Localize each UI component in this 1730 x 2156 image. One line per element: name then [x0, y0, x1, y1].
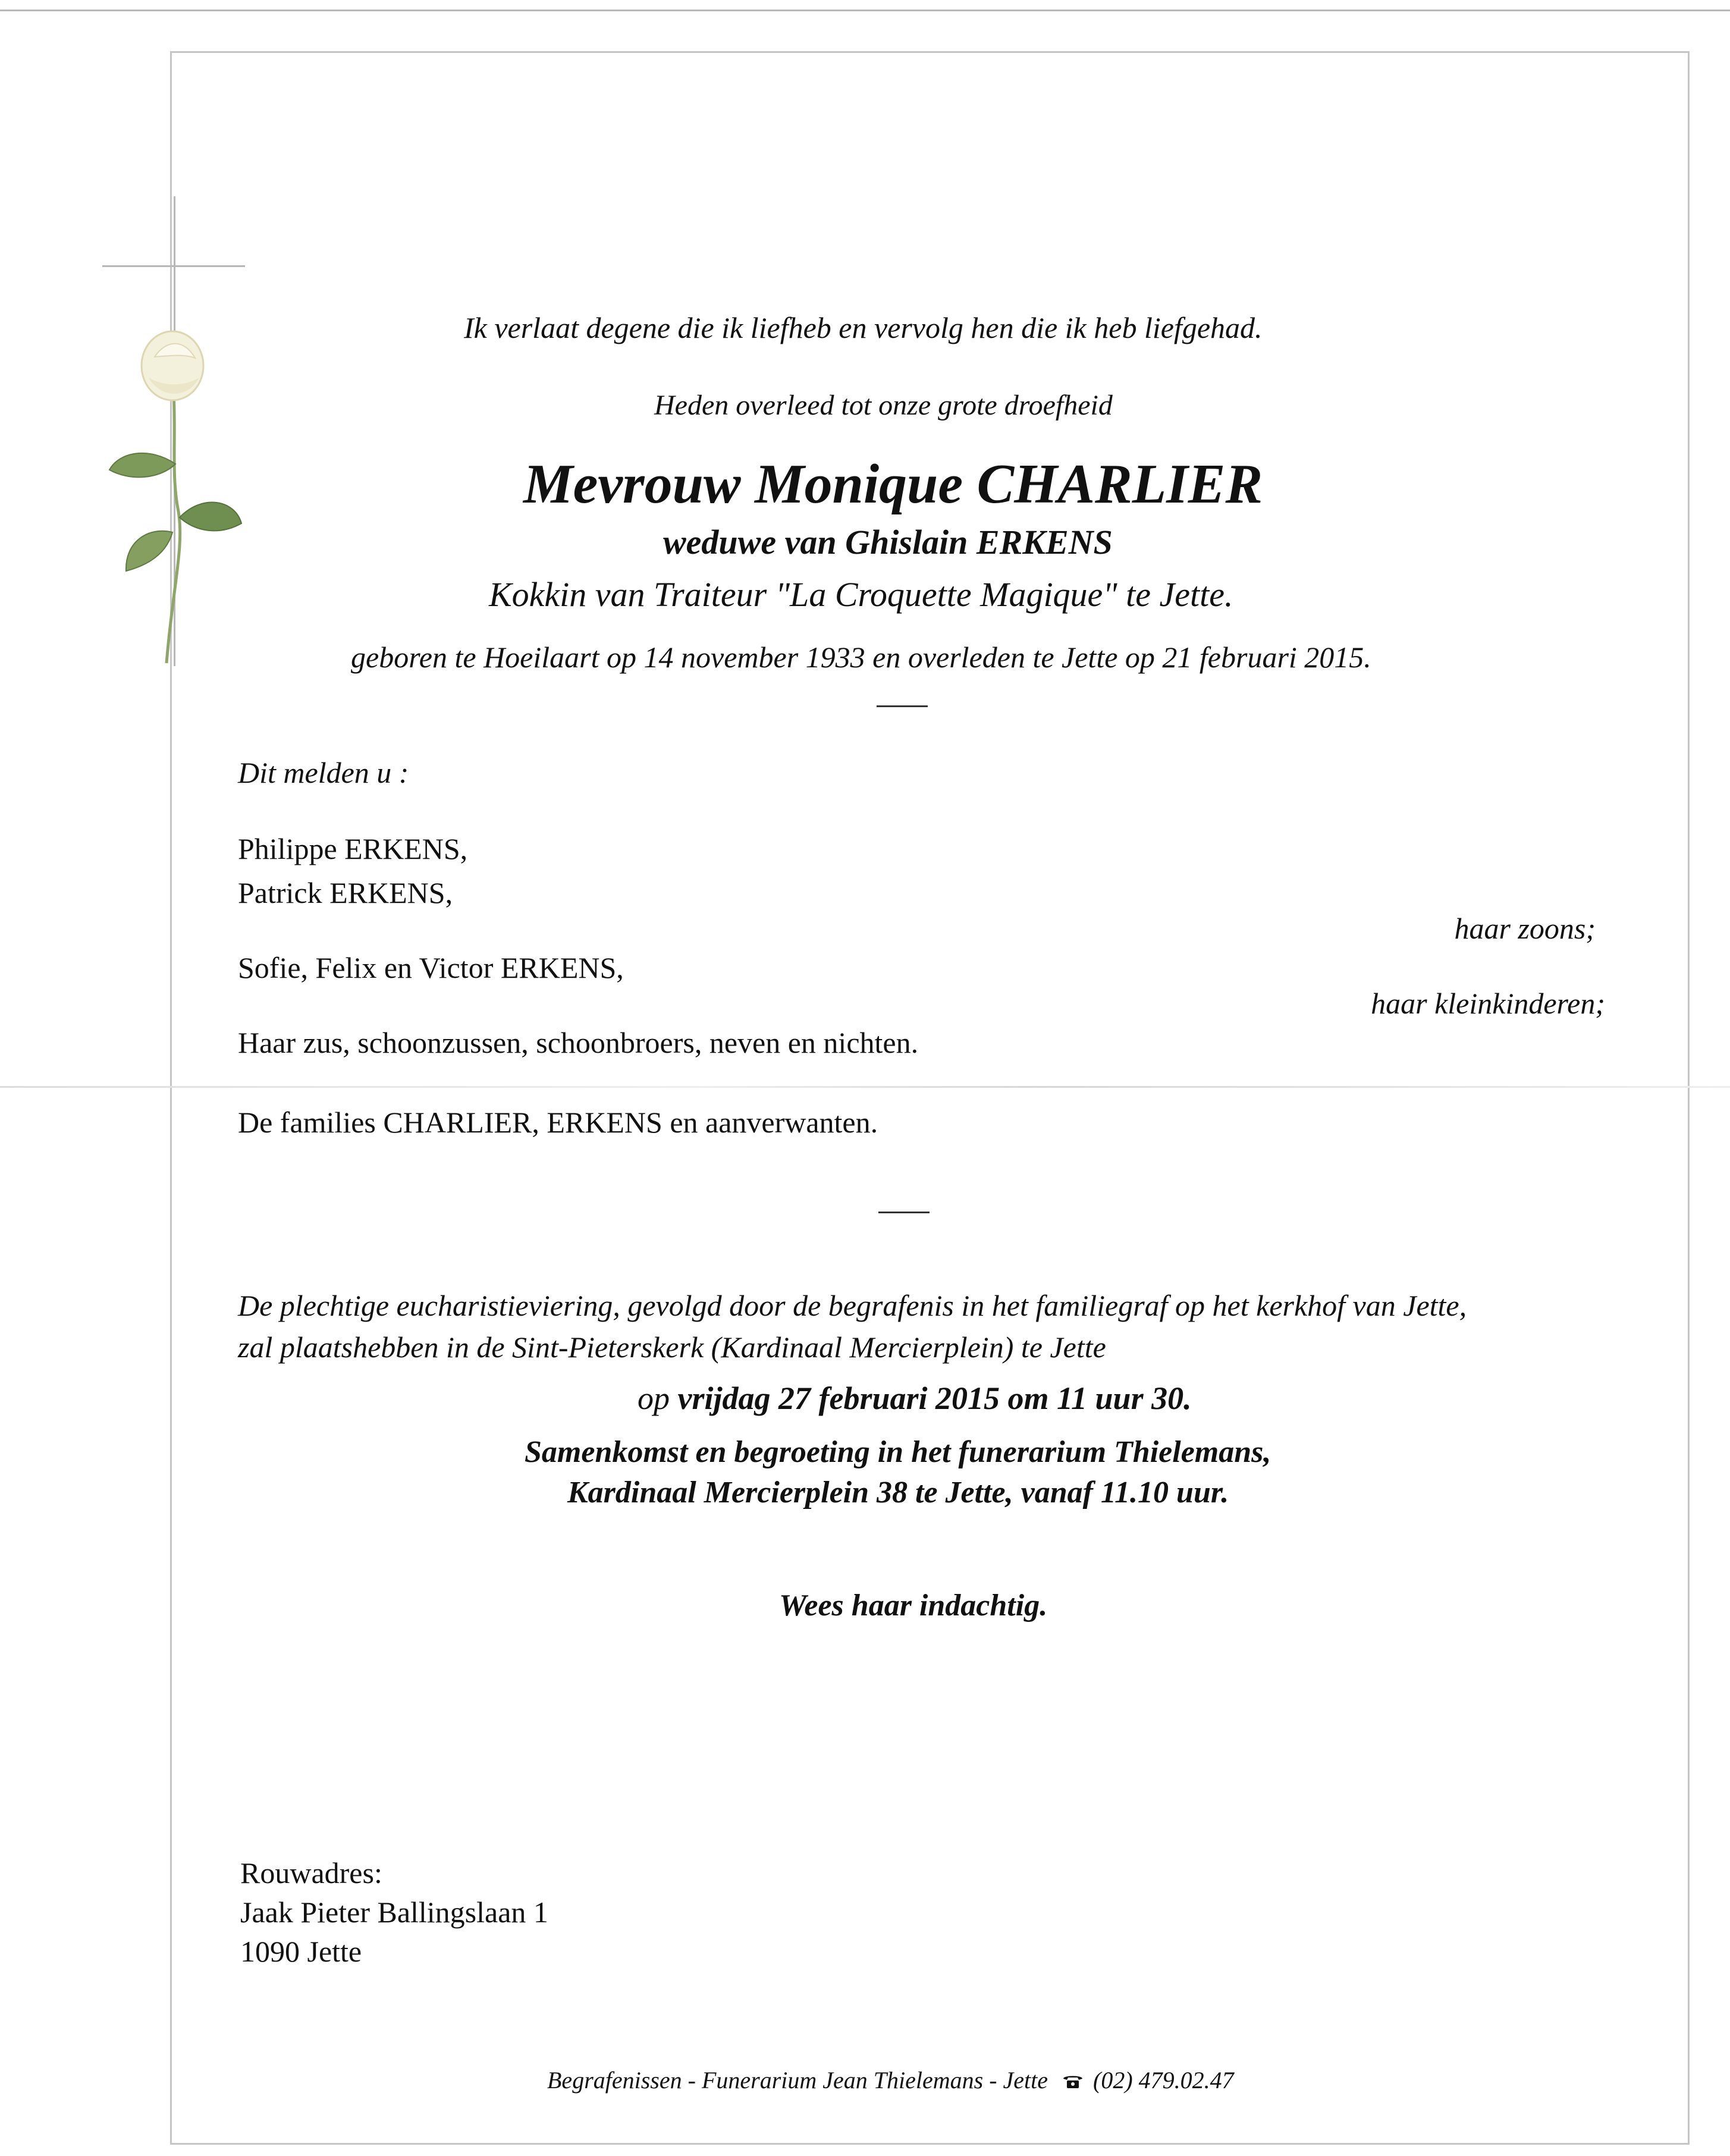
grandchildren-names: Sofie, Felix en Victor ERKENS,	[238, 951, 624, 984]
footer-phone: (02) 479.02.47	[1093, 2067, 1234, 2094]
deceased-name: Mevrouw Monique CHARLIER	[523, 453, 1263, 515]
remembrance-text: Wees haar indachtig.	[779, 1589, 1048, 1623]
sons-role-label: haar zoons;	[1454, 912, 1596, 945]
family-member: Patrick ERKENS,	[238, 876, 453, 909]
family-member: Philippe ERKENS,	[238, 832, 468, 865]
grandchildren-role-label: haar kleinkinderen;	[1371, 987, 1605, 1020]
address-city: 1090 Jette	[240, 1935, 362, 1968]
motto-text: Ik verlaat degene die ik liefheb en vervolg hen die ik heb liefgehad.	[464, 311, 1263, 344]
gathering-line-2: Kardinaal Mercierplein 38 te Jette, vanaf 11.10 uur.	[567, 1476, 1229, 1509]
service-line-1: De plechtige eucharistieviering, gevolgd door de begrafenis in het familiegraf op het kerkhof van Jette,	[238, 1289, 1467, 1322]
cross-horizontal-line	[102, 265, 245, 267]
white-rose-icon	[101, 321, 244, 666]
announce-text: Dit melden u :	[238, 756, 409, 789]
relatives-text: Haar zus, schoonzussen, schoonbroers, neven en nichten.	[238, 1026, 919, 1059]
footer	[547, 2066, 1234, 2094]
birth-death-dates: geboren te Hoeilaart op 14 november 1933 en overleden te Jette op 21 februari 2015.	[351, 641, 1371, 674]
occupation-text: Kokkin van Traiteur "La Croquette Magique" te Jette.	[489, 575, 1233, 614]
divider	[877, 705, 928, 707]
divider	[878, 1212, 930, 1213]
families-text: De families CHARLIER, ERKENS en aanverwanten.	[238, 1106, 878, 1139]
scan-edge-line	[0, 10, 1730, 11]
footer-text: Begrafenissen - Funerarium Jean Thielemans - Jette	[547, 2067, 1048, 2094]
address-label: Rouwadres:	[240, 1856, 382, 1890]
service-date	[638, 1380, 1192, 1417]
service-date-prefix: op	[638, 1380, 670, 1416]
telephone-icon	[1062, 2073, 1084, 2089]
address-street: Jaak Pieter Ballingslaan 1	[240, 1895, 548, 1929]
card-border	[170, 51, 1690, 2145]
intro-text: Heden overleed tot onze grote droefheid	[654, 390, 1113, 421]
gathering-line-1: Samenkomst en begroeting in het funerarium Thielemans,	[525, 1435, 1271, 1469]
service-date-text: vrijdag 27 februari 2015 om 11 uur 30.	[677, 1380, 1192, 1416]
fold-crease	[0, 1086, 1730, 1088]
service-line-2: zal plaatshebben in de Sint-Pieterskerk (Kardinaal Mercierplein) te Jette	[238, 1330, 1106, 1364]
widow-of-text: weduwe van Ghislain ERKENS	[663, 523, 1113, 561]
